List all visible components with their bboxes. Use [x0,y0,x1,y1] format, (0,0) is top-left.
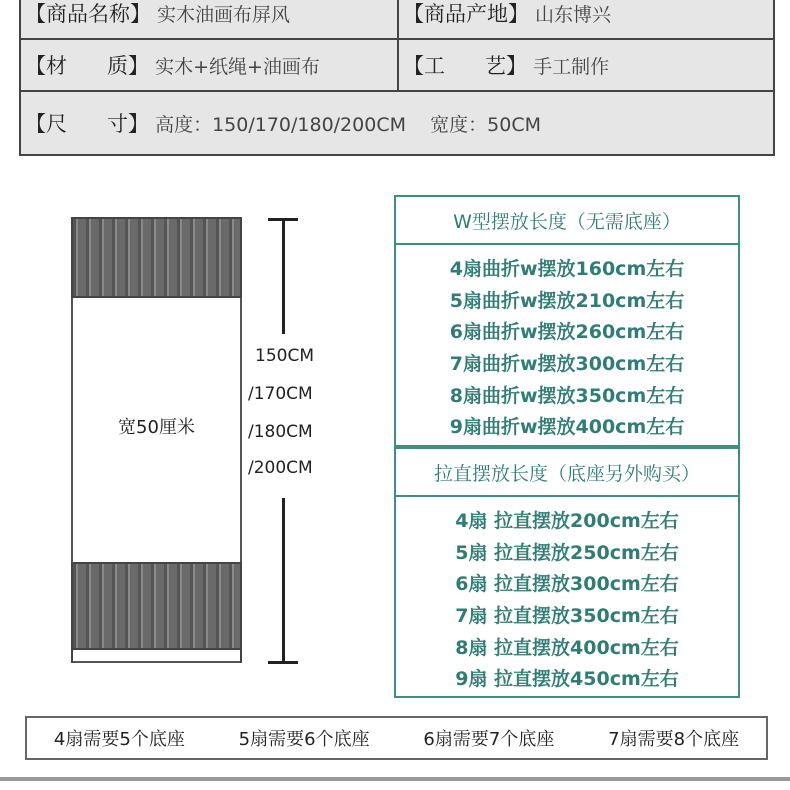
measure-line-upper [282,218,285,334]
measure-bottom-cap [268,661,298,664]
base-requirement-item: 6扇需要7个底座 [423,729,555,750]
spec-cell-name [25,0,397,38]
bottom-divider [0,777,790,781]
measure-line-lower [282,498,285,664]
height-label-180: /180CM [248,422,313,442]
straight-row: 4扇 拉直摆放200cm左右 [455,510,679,533]
spec-val-material: 实木+纸绳+油画布 [155,55,320,78]
spec-val-size: 高度：150/170/180/200CM 宽度：50CM [155,113,541,136]
spec-key-size: 【尺 寸】 [25,112,150,136]
base-requirement-item: 5扇需要6个底座 [238,729,370,750]
straight-table-title: 拉直摆放长度（底座另外购买） [396,449,738,497]
screen-top-rope-band [71,217,242,298]
screen-leg-right [240,649,242,663]
base-requirement-item: 4扇需要5个底座 [53,729,185,750]
screen-width-label: 宽50厘米 [118,417,195,438]
spec-key-origin: 【商品产地】 [403,2,529,26]
straight-row: 5扇 拉直摆放250cm左右 [455,541,679,564]
spec-cell-craft [397,40,773,90]
spec-val-craft: 手工制作 [533,55,610,78]
w-fold-table-title: W型摆放长度（无需底座） [396,197,738,245]
spec-table [19,0,775,156]
w-fold-row: 4扇曲折w摆放160cm左右 [449,258,685,281]
straight-row: 7扇 拉直摆放350cm左右 [455,605,679,628]
straight-row: 6扇 拉直摆放300cm左右 [455,573,679,596]
spec-row-material [21,40,773,92]
straight-table-body [396,497,738,694]
spec-key-material: 【材 质】 [25,54,150,78]
spec-cell-origin [397,0,773,38]
w-fold-table-body [396,245,738,442]
w-fold-row: 8扇曲折w摆放350cm左右 [449,384,685,407]
w-fold-row: 5扇曲折w摆放210cm左右 [449,289,685,312]
w-fold-table [394,195,740,447]
height-label-150: 150CM [255,346,314,366]
base-requirement-strip [25,716,768,760]
height-label-170: /170CM [248,384,313,404]
spec-key-craft: 【工 艺】 [403,54,528,78]
spec-val-origin: 山东博兴 [535,3,612,26]
spec-key-name: 【商品名称】 [25,2,151,26]
height-label-200: /200CM [248,458,313,478]
base-requirement-item: 7扇需要8个底座 [608,729,740,750]
w-fold-row: 9扇曲折w摆放400cm左右 [449,416,685,439]
spec-cell-size [25,92,765,154]
straight-row: 8扇 拉直摆放400cm左右 [455,636,679,659]
spec-row-name [21,0,773,40]
straight-table [394,447,740,698]
screen-illustration [71,217,242,663]
spec-cell-material [25,40,397,90]
w-fold-row: 7扇曲折w摆放300cm左右 [449,353,685,376]
screen-bottom-rope-band [71,562,242,650]
spec-val-name: 实木油画布屏风 [157,3,291,26]
w-fold-row: 6扇曲折w摆放260cm左右 [449,321,685,344]
straight-row: 9扇 拉直摆放450cm左右 [455,668,679,691]
screen-leg-left [71,649,73,663]
spec-row-size [21,92,773,154]
